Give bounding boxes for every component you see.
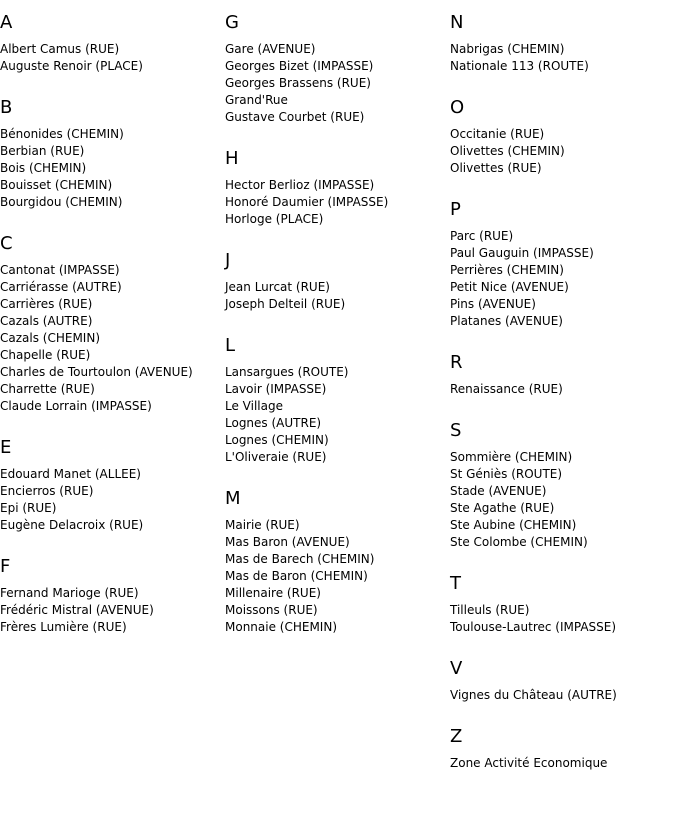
letter-section [225,11,450,126]
street-link[interactable]: Epi (RUE) [0,501,57,515]
section-letter-heading: C [0,233,13,254]
street-link[interactable]: Charrette (RUE) [0,382,95,396]
street-link[interactable]: Bouisset (CHEMIN) [0,178,113,192]
street-link[interactable]: Perrières (CHEMIN) [450,263,564,277]
street-link[interactable]: Jean Lurcat (RUE) [225,280,330,294]
street-list-item [225,381,450,398]
section-letter-heading: E [0,437,12,458]
street-link[interactable]: Eugène Delacroix (RUE) [0,518,144,532]
letter-section [225,334,450,466]
street-list-item [225,415,450,432]
section-letter-heading: R [450,352,463,373]
street-link[interactable]: Lognes (CHEMIN) [225,433,329,447]
street-list [0,466,225,534]
street-list-item [0,58,225,75]
letter-section [0,555,225,636]
street-list [225,517,450,636]
street-list [450,41,675,75]
section-letter-heading: G [225,12,239,33]
street-list-item [450,296,675,313]
street-link[interactable]: Mairie (RUE) [225,518,300,532]
section-letter-heading: Z [450,726,463,747]
street-list-item [450,41,675,58]
street-list-item [450,279,675,296]
street-list-item [225,177,450,194]
street-list-item [225,109,450,126]
street-link[interactable]: L'Oliveraie (RUE) [225,450,327,464]
street-link[interactable]: Tilleuls (RUE) [450,603,530,617]
section-letter-heading: P [450,199,461,220]
street-link[interactable]: Sommière (CHEMIN) [450,450,573,464]
street-list-item [0,143,225,160]
section-letter-heading: L [225,335,236,356]
letter-section [0,11,225,75]
street-link[interactable]: Mas de Barech (CHEMIN) [225,552,375,566]
street-list [225,41,450,126]
street-link[interactable]: Joseph Delteil (RUE) [225,297,346,311]
street-list [0,126,225,211]
street-link[interactable]: Renaissance (RUE) [450,382,563,396]
street-list-item [225,364,450,381]
street-list [450,449,675,551]
street-list [450,602,675,636]
letter-section [225,147,450,228]
street-link[interactable]: Occitanie (RUE) [450,127,545,141]
street-list-item [0,619,225,636]
street-link[interactable]: Cazals (CHEMIN) [0,331,101,345]
street-link[interactable]: Mas de Baron (CHEMIN) [225,569,368,583]
street-list-item [225,534,450,551]
street-list-item [0,126,225,143]
section-letter-heading: A [0,12,13,33]
street-link[interactable]: Grand'Rue [225,93,288,107]
street-link[interactable]: Ste Colombe (CHEMIN) [450,535,588,549]
street-link[interactable]: Toulouse-Lautrec (IMPASSE) [450,620,617,634]
street-list-item [450,619,675,636]
section-letter-heading: N [450,12,464,33]
street-list-item [450,500,675,517]
street-list-item [225,398,450,415]
street-list-item [450,381,675,398]
street-list [450,228,675,330]
street-list-item [225,211,450,228]
street-list-item [450,687,675,704]
street-list-item [225,41,450,58]
street-link[interactable]: Zone Activité Economique [450,756,608,770]
street-list [225,279,450,313]
street-list-item [450,449,675,466]
street-link[interactable]: Berbian (RUE) [0,144,85,158]
street-link[interactable]: Ste Agathe (RUE) [450,501,555,515]
street-list-item [225,279,450,296]
street-list-item [0,483,225,500]
section-letter-heading: F [0,556,11,577]
street-link[interactable]: Nationale 113 (ROUTE) [450,59,589,73]
street-list-item [0,517,225,534]
street-link[interactable]: Encierros (RUE) [0,484,94,498]
street-list [225,364,450,466]
street-link[interactable]: Pins (AVENUE) [450,297,536,311]
street-link[interactable]: Cantonat (IMPASSE) [0,263,120,277]
street-list-item [450,313,675,330]
street-list [0,41,225,75]
street-list [450,687,675,704]
letter-section [0,232,225,415]
street-list-item [450,143,675,160]
street-list-item [225,517,450,534]
street-link[interactable]: Olivettes (CHEMIN) [450,144,565,158]
street-link[interactable]: Monnaie (CHEMIN) [225,620,338,634]
section-letter-heading: S [450,420,462,441]
street-list-item [450,534,675,551]
letter-section [225,249,450,313]
street-link[interactable]: Bois (CHEMIN) [0,161,87,175]
letter-section [450,419,675,551]
street-link[interactable]: Ste Aubine (CHEMIN) [450,518,577,532]
street-link[interactable]: Cazals (AUTRE) [0,314,93,328]
street-index-column-3 [450,11,675,793]
street-list-item [225,58,450,75]
street-link[interactable]: Carriérasse (AUTRE) [0,280,122,294]
street-link[interactable]: Honoré Daumier (IMPASSE) [225,195,389,209]
street-link[interactable]: Frères Lumière (RUE) [0,620,127,634]
street-list-item [0,194,225,211]
street-list-item [450,58,675,75]
section-letter-heading: O [450,97,465,118]
street-link[interactable]: Claude Lorrain (IMPASSE) [0,399,152,413]
street-list-item [0,466,225,483]
street-link[interactable]: Albert Camus (RUE) [0,42,120,56]
street-list [0,262,225,415]
street-link[interactable]: Bourgidou (CHEMIN) [0,195,123,209]
street-list-item [225,585,450,602]
street-link[interactable]: Chapelle (RUE) [0,348,91,362]
street-list-item [225,449,450,466]
street-link[interactable]: Horloge (PLACE) [225,212,324,226]
letter-section [450,657,675,704]
street-link[interactable]: St Géniès (ROUTE) [450,467,563,481]
street-list-item [0,381,225,398]
street-link[interactable]: Georges Brassens (RUE) [225,76,371,90]
section-letter-heading: J [225,250,231,271]
street-list-item [0,602,225,619]
street-link[interactable]: Moissons (RUE) [225,603,318,617]
street-list-item [225,568,450,585]
letter-section [450,11,675,75]
street-list-item [0,500,225,517]
street-list-item [225,551,450,568]
letter-section [450,96,675,177]
street-list-item [450,126,675,143]
street-link[interactable]: Georges Bizet (IMPASSE) [225,59,374,73]
street-list-item [450,483,675,500]
street-list-item [0,41,225,58]
street-link[interactable]: Le Village [225,399,283,413]
street-link[interactable]: Bénonides (CHEMIN) [0,127,124,141]
street-list-item [450,245,675,262]
street-list-item [225,75,450,92]
street-link[interactable]: Petit Nice (AVENUE) [450,280,569,294]
street-list-item [450,262,675,279]
section-letter-heading: V [450,658,463,679]
street-list-item [0,313,225,330]
street-index-column-2 [225,11,450,657]
street-list-item [0,398,225,415]
letter-section [0,96,225,211]
letter-section [225,487,450,636]
street-link[interactable]: Hector Berlioz (IMPASSE) [225,178,375,192]
street-link[interactable]: Vignes du Château (AUTRE) [450,688,617,702]
street-list [450,381,675,398]
street-index-column-1 [0,11,225,657]
street-link[interactable]: Mas Baron (AVENUE) [225,535,350,549]
street-list-item [450,228,675,245]
street-link[interactable]: Edouard Manet (ALLEE) [0,467,141,481]
street-list-item [450,160,675,177]
letter-section [450,351,675,398]
letter-section [450,725,675,772]
section-letter-heading: M [225,488,241,509]
street-list-item [225,602,450,619]
street-list-item [0,296,225,313]
street-list-item [0,347,225,364]
street-list-item [450,466,675,483]
street-link[interactable]: Nabrigas (CHEMIN) [450,42,565,56]
street-list-item [0,262,225,279]
street-list-item [0,364,225,381]
street-list [225,177,450,228]
street-list-item [0,585,225,602]
section-letter-heading: H [225,148,239,169]
letter-section [450,572,675,636]
section-letter-heading: B [0,97,13,118]
street-list [0,585,225,636]
street-link[interactable]: Frédéric Mistral (AVENUE) [0,603,154,617]
street-list-item [0,279,225,296]
street-list-item [450,517,675,534]
street-link[interactable]: Olivettes (RUE) [450,161,542,175]
street-link[interactable]: Gare (AVENUE) [225,42,316,56]
street-link[interactable]: Fernand Marioge (RUE) [0,586,139,600]
street-list-item [225,432,450,449]
street-link[interactable]: Paul Gauguin (IMPASSE) [450,246,594,260]
letter-section [450,198,675,330]
street-link[interactable]: Auguste Renoir (PLACE) [0,59,143,73]
street-link[interactable]: Lansargues (ROUTE) [225,365,349,379]
letter-section [0,436,225,534]
street-link[interactable]: Parc (RUE) [450,229,514,243]
section-letter-heading: T [450,573,461,594]
street-list-item [0,330,225,347]
street-list-item [0,160,225,177]
street-link[interactable]: Stade (AVENUE) [450,484,547,498]
street-link[interactable]: Carrières (RUE) [0,297,93,311]
street-link[interactable]: Millenaire (RUE) [225,586,321,600]
street-list-item [450,602,675,619]
street-list [450,755,675,772]
street-list-item [0,177,225,194]
street-list-item [450,755,675,772]
street-list-item [225,194,450,211]
street-link[interactable]: Lavoir (IMPASSE) [225,382,327,396]
street-link[interactable]: Charles de Tourtoulon (AVENUE) [0,365,193,379]
street-link[interactable]: Gustave Courbet (RUE) [225,110,365,124]
street-list-item [225,296,450,313]
street-link[interactable]: Lognes (AUTRE) [225,416,322,430]
street-list-item [225,92,450,109]
street-list [450,126,675,177]
street-link[interactable]: Platanes (AVENUE) [450,314,563,328]
street-list-item [225,619,450,636]
